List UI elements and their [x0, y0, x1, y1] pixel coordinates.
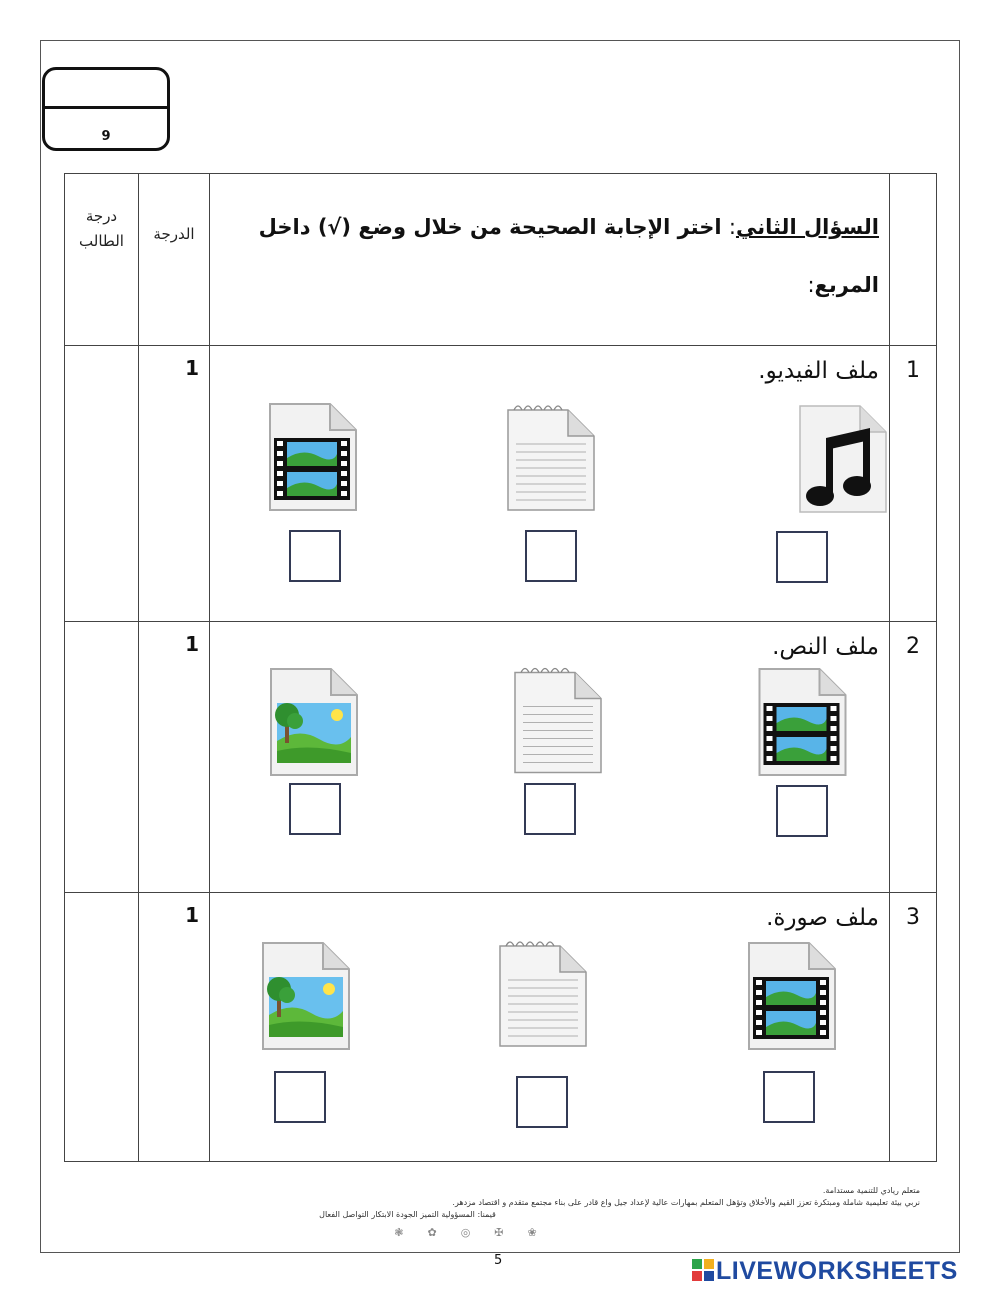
question-instruction: [210, 174, 890, 346]
score-value: 9: [101, 129, 111, 144]
answer-checkbox[interactable]: [524, 783, 576, 835]
table-row: [65, 622, 937, 893]
student-grade-header-line2: الطالب: [79, 232, 124, 250]
table-row: [65, 346, 937, 622]
answer-checkbox[interactable]: [776, 785, 828, 837]
text-file-icon: [498, 937, 588, 1049]
student-grade-cell[interactable]: [65, 622, 139, 893]
image-file-icon: [260, 941, 352, 1051]
liveworksheets-logo-icon: [692, 1259, 714, 1281]
page-number: 5: [494, 1253, 503, 1268]
school-footer: [75, 1185, 920, 1239]
item-title: ملف النص.: [772, 634, 879, 660]
text-file-icon: [506, 402, 596, 512]
video-file-icon: [746, 941, 838, 1051]
item-title: ملف صورة.: [766, 905, 879, 931]
image-file-icon: [268, 667, 360, 777]
row-number: 2: [890, 622, 937, 893]
answer-checkbox[interactable]: [289, 530, 341, 582]
item-title: ملف الفيديو.: [758, 358, 879, 384]
item-cell: [210, 346, 890, 622]
answer-checkbox[interactable]: [525, 530, 577, 582]
video-file-icon: [755, 667, 850, 777]
video-file-icon: [268, 402, 358, 512]
question-table: [64, 173, 937, 1162]
question-colon: :: [728, 215, 736, 239]
score-box: [42, 67, 170, 151]
footer-vision: متعلم ريادي للتنمية مستدامة.: [822, 1186, 920, 1195]
answer-checkbox[interactable]: [289, 783, 341, 835]
liveworksheets-brand[interactable]: [692, 1257, 958, 1286]
number-header: [890, 174, 937, 346]
answer-checkbox[interactable]: [274, 1071, 326, 1123]
student-grade-cell[interactable]: [65, 893, 139, 1162]
row-number: 3: [890, 893, 937, 1162]
brand-name: LIVEWORKSHEETS: [716, 1257, 958, 1285]
table-row: [65, 893, 937, 1162]
table-header-row: [65, 174, 937, 346]
student-grade-cell[interactable]: [65, 346, 139, 622]
question-end: :: [807, 273, 815, 297]
values-emblems-icon: ❀✠◎✿❃: [394, 1226, 561, 1239]
row-number: 1: [890, 346, 937, 622]
item-cell: [210, 893, 890, 1162]
grade-header: الدرجة: [139, 174, 210, 346]
footer-mission: نربي بيئة تعليمية شاملة ومبتكرة تعزز القيم والأخلاق وتؤهل المتعلم بمهارات عالية لإعداد جيل واع قادر على بناء مجتمع متقدم و اقتصاد مزدهر.: [452, 1198, 920, 1207]
question-text: اختر الإجابة الصحيحة من خلال وضع (√) داخل المربع: [258, 215, 879, 297]
grade-cell: 1: [139, 346, 210, 622]
answer-checkbox[interactable]: [763, 1071, 815, 1123]
item-cell: [210, 622, 890, 893]
grade-cell: 1: [139, 893, 210, 1162]
question-label: السؤال الثاني: [735, 215, 879, 239]
student-grade-header: [65, 174, 139, 346]
music-file-icon: [798, 404, 888, 514]
answer-checkbox[interactable]: [776, 531, 828, 583]
answer-checkbox[interactable]: [516, 1076, 568, 1128]
score-box-blank: [45, 70, 167, 109]
grade-cell: 1: [139, 622, 210, 893]
text-file-icon: [513, 662, 603, 777]
student-grade-header-line1: درجة: [85, 207, 118, 225]
footer-values: قيمنا: المسؤولية التميز الجودة الابتكار التواصل الفعال: [319, 1210, 496, 1219]
